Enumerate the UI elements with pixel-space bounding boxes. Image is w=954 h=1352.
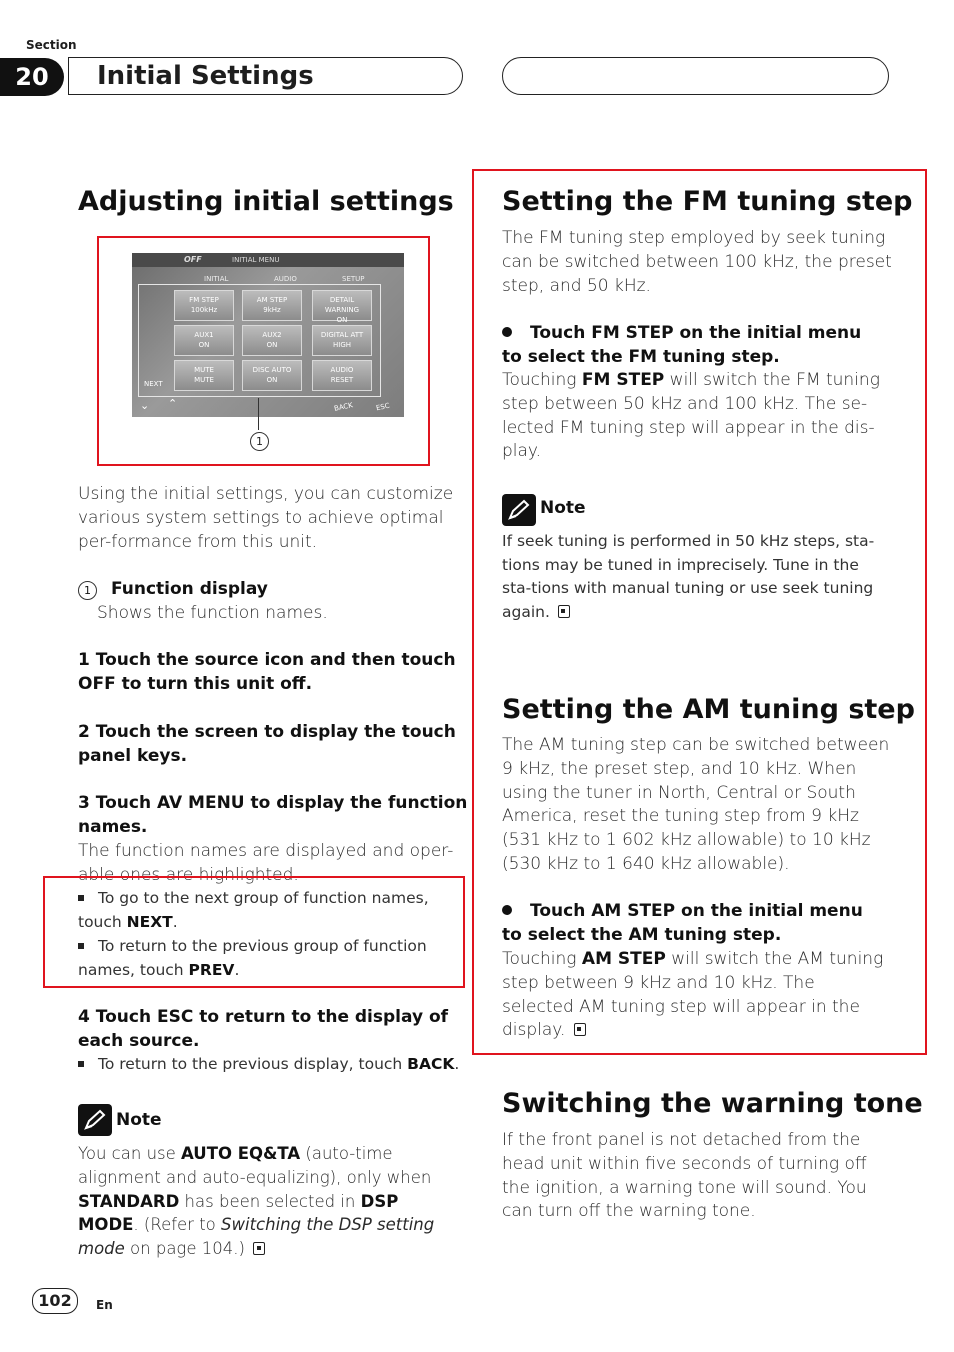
function-display-image [132, 253, 404, 417]
fm-heading: Setting the FM tuning step [502, 186, 913, 217]
note-label: Note [116, 1110, 162, 1130]
bullet-square-icon [78, 895, 84, 901]
language-label: En [96, 1298, 113, 1312]
fm-note-text: If seek tuning is performed in 50 kHz steps, sta-tions may be tuned in imprecisely. Tune in the sta-tions with manual tuning or use seek tuning again. [502, 532, 875, 621]
screen-key-aux2: AUX2 ON [242, 325, 302, 356]
bullet-square-icon [78, 1061, 84, 1067]
screen-key-warning: DETAIL WARNING ON [312, 290, 372, 321]
screen-off-label: OFF [184, 255, 202, 264]
end-mark-icon [253, 1242, 265, 1255]
function-display-desc: Shows the function names. [97, 603, 328, 623]
fm-step: Touch FM STEP on the initial menu to select the FM tuning step. [502, 323, 862, 367]
step-4: 4 Touch ESC to return to the display of each source. [78, 1007, 449, 1051]
section-number: 20 [0, 58, 64, 96]
screen-tab-setup: SETUP [342, 275, 365, 283]
note-text: You can use AUTO EQ&TA (auto-time alignment and auto-equalizing), only when STANDARD has been selected in DSP MODE. (Refer to Switching the DSP setting mode on page 104.) [78, 1144, 435, 1259]
screen-key-am-step: AM STEP 9kHz [242, 290, 302, 321]
end-mark-icon [574, 1023, 586, 1036]
warning-intro: If the front panel is not detached from the head unit within five seconds of turning off the ignition, a warning tone will sound. You can turn off the warning tone. [502, 1130, 867, 1222]
screen-key-mute: MUTE MUTE [174, 360, 234, 391]
bullet-dot-icon [502, 905, 512, 915]
bullet-dot-icon [502, 327, 512, 337]
step-3: 3 Touch AV MENU to display the function names. [78, 793, 468, 837]
screen-tab-audio: AUDIO [274, 275, 297, 283]
am-intro: The AM tuning step can be switched between 9 kHz, the preset step, and 10 kHz. When using the tuner in North, Central or South America, reset the tuning step from 9 kHz (531 kHz to 1 602 kHz allowable) to 10 kHz (530 kHz to 1 640 kHz allowable). [502, 735, 890, 874]
am-desc: Touching AM STEP will switch the AM tuning step between 9 kHz and 10 kHz. The selected AM tuning step will appear in the display. [502, 949, 884, 1041]
screen-key-aux1: AUX1 ON [174, 325, 234, 356]
section-label: Section [26, 38, 77, 52]
step-2: 2 Touch the screen to display the touch panel keys. [78, 722, 456, 766]
screen-key-disc-auto: DISC AUTO ON [242, 360, 302, 391]
fm-intro: The FM tuning step employed by seek tuning can be switched between 100 kHz, the preset step, and 50 kHz. [502, 228, 892, 296]
screen-down-arrow-icon: ⌄ [140, 399, 150, 412]
bullet-next: To go to the next group of function names, touch NEXT. [78, 889, 429, 931]
fm-note-pencil-icon [502, 494, 536, 526]
screen-key-fm-step: FM STEP 100kHz [174, 290, 234, 321]
note-pencil-icon [78, 1104, 112, 1136]
end-mark-icon [558, 605, 570, 618]
intro-text: Using the initial settings, you can customize various system settings to achieve optimal per-formance from this unit. [78, 484, 454, 552]
screen-esc-label: ESC [375, 401, 391, 413]
chapter-title: Initial Settings [97, 61, 314, 91]
screen-back-label: BACK [333, 401, 354, 413]
screen-next-label: NEXT [144, 380, 163, 388]
step-3-desc: The function names are displayed and oper-able ones are highlighted. [78, 841, 454, 885]
bullet-prev: To return to the previous group of function names, touch PREV. [78, 937, 427, 979]
am-heading: Setting the AM tuning step [502, 694, 915, 725]
callout-marker-ref: 1 [78, 581, 97, 600]
fm-note-label: Note [540, 498, 586, 518]
callout-line [258, 398, 259, 430]
screen-menu-title: INITIAL MENU [232, 256, 280, 264]
function-display-title: 1 Function display [78, 578, 468, 602]
warning-heading: Switching the warning tone [502, 1088, 923, 1119]
screen-up-arrow-icon: ⌃ [168, 397, 178, 410]
adjusting-heading: Adjusting initial settings [78, 186, 454, 217]
header-empty-frame [502, 57, 889, 95]
step-1: 1 Touch the source icon and then touch OFF to turn this unit off. [78, 650, 456, 694]
page-number: 102 [32, 1288, 78, 1314]
am-step: Touch AM STEP on the initial menu to select the AM tuning step. [502, 901, 863, 945]
screen-key-digital-att: DIGITAL ATT HIGH [312, 325, 372, 356]
callout-marker: 1 [250, 432, 269, 451]
screen-key-audio-reset: AUDIO RESET [312, 360, 372, 391]
bullet-back: To return to the previous display, touch BACK. [78, 1053, 468, 1077]
screen-tab-initial: INITIAL [204, 275, 229, 283]
fm-desc: Touching FM STEP will switch the FM tuning step between 50 kHz and 100 kHz. The se-lected FM tuning step will appear in the dis-play. [502, 370, 880, 462]
chapter-title-frame [68, 57, 463, 95]
bullet-square-icon [78, 943, 84, 949]
